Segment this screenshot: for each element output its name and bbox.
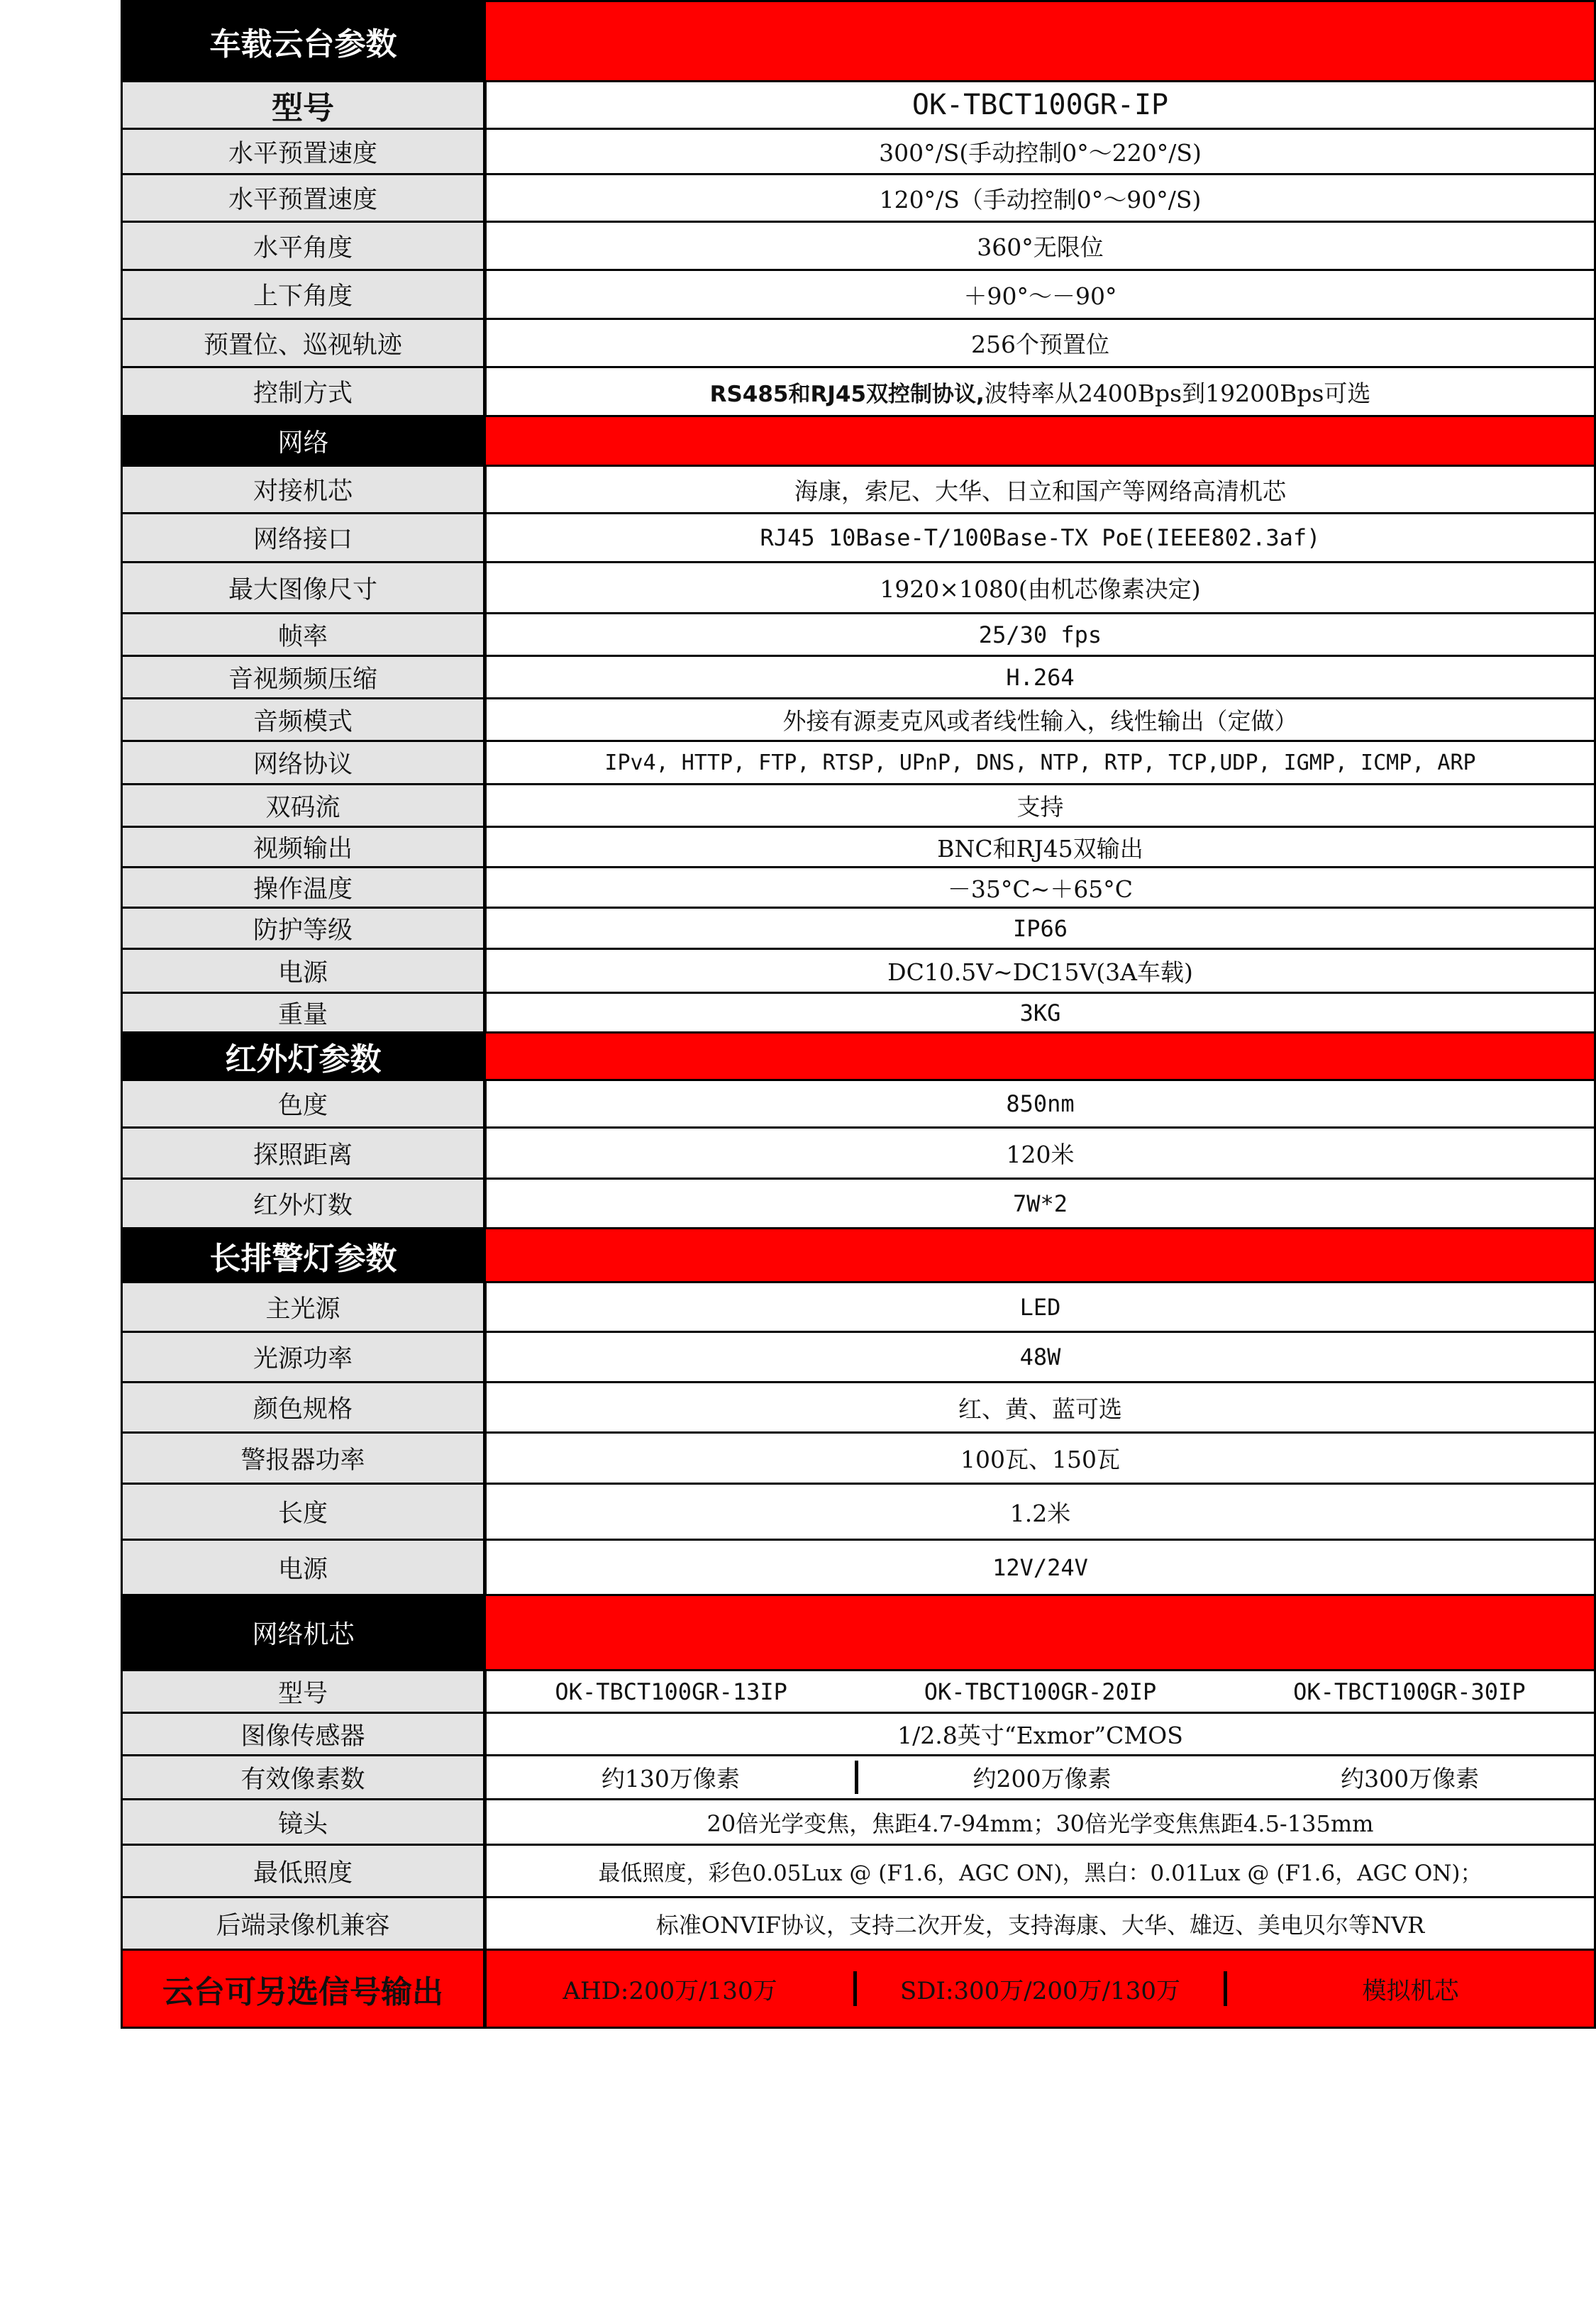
section-header-ptz	[122, 1, 1595, 82]
model-variant: OK-TBCT100GR-30IP	[1293, 1678, 1526, 1705]
row-label: 水平角度	[122, 222, 485, 270]
row-value: 20倍光学变焦，焦距4.7-94mm；30倍光学变焦焦距4.5-135mm	[485, 1800, 1595, 1845]
table-row	[122, 1671, 1595, 1713]
row-value: 120°/S（手动控制0°～90°/S)	[485, 174, 1595, 222]
row-label: 长度	[122, 1484, 485, 1540]
section-header-network	[122, 416, 1595, 466]
table-row	[122, 1540, 1595, 1595]
control-baud-text: 波特率从2400Bps到19200Bps可选	[984, 379, 1371, 407]
table-row	[122, 785, 1595, 827]
table-row	[122, 82, 1595, 129]
table-row	[122, 1433, 1595, 1484]
table-row	[122, 1283, 1595, 1332]
row-label: 预置位、巡视轨迹	[122, 319, 485, 367]
row-value: 48W	[485, 1332, 1595, 1383]
section-title: 网络机芯	[122, 1595, 485, 1671]
section-title: 长排警灯参数	[122, 1229, 485, 1283]
signal-option: AHD:200万/130万	[563, 1977, 777, 2005]
row-value: LED	[485, 1283, 1595, 1332]
row-label: 防护等级	[122, 908, 485, 949]
row-value: 标准ONVIF协议，支持二次开发，支持海康、大华、雄迈、美电贝尔等NVR	[485, 1898, 1595, 1950]
model-variant: OK-TBCT100GR-13IP	[555, 1678, 787, 1705]
row-label: 双码流	[122, 785, 485, 827]
row-value: 3KG	[485, 993, 1595, 1033]
table-row	[122, 514, 1595, 563]
table-row	[122, 319, 1595, 367]
row-label: 音频模式	[122, 699, 485, 741]
row-label: 上下角度	[122, 270, 485, 319]
table-row	[122, 1484, 1595, 1540]
table-row	[122, 827, 1595, 868]
row-value: H.264	[485, 656, 1595, 699]
row-value: 100瓦、150瓦	[485, 1433, 1595, 1484]
row-label: 电源	[122, 949, 485, 993]
row-label: 音视频频压缩	[122, 656, 485, 699]
row-value: 7W*2	[485, 1179, 1595, 1229]
table-row	[122, 656, 1595, 699]
table-row	[122, 1756, 1595, 1800]
table-row	[122, 1383, 1595, 1433]
row-value: 256个预置位	[485, 319, 1595, 367]
section-header-ir	[122, 1033, 1595, 1080]
row-value: 外接有源麦克风或者线性输入，线性输出（定做）	[485, 699, 1595, 741]
table-row	[122, 949, 1595, 993]
table-row	[122, 129, 1595, 174]
row-value	[485, 367, 1595, 416]
table-row	[122, 270, 1595, 319]
spec-table	[121, 0, 1596, 2029]
section-title: 网络	[122, 416, 485, 466]
table-row	[122, 466, 1595, 514]
section-bar	[485, 1229, 1595, 1283]
table-row	[122, 1898, 1595, 1950]
row-value: 1920×1080(由机芯像素决定)	[485, 563, 1595, 614]
row-value: BNC和RJ45双输出	[485, 827, 1595, 868]
row-label: 主光源	[122, 1283, 485, 1332]
row-value: 1/2.8英寸“Exmor”CMOS	[485, 1713, 1595, 1756]
row-value: ＋90°～－90°	[485, 270, 1595, 319]
row-label: 控制方式	[122, 367, 485, 416]
row-label: 镜头	[122, 1800, 485, 1845]
table-row	[122, 1080, 1595, 1128]
table-row	[122, 174, 1595, 222]
row-value: 120米	[485, 1128, 1595, 1179]
pixel-variants	[485, 1756, 1595, 1800]
row-value: 300°/S(手动控制0°～220°/S)	[485, 129, 1595, 174]
row-value: DC10.5V~DC15V(3A车载)	[485, 949, 1595, 993]
section-title: 车载云台参数	[122, 1, 485, 82]
table-row	[122, 1800, 1595, 1845]
row-label: 电源	[122, 1540, 485, 1595]
row-label: 颜色规格	[122, 1383, 485, 1433]
row-value: 360°无限位	[485, 222, 1595, 270]
row-value: 海康，索尼、大华、日立和国产等网络高清机芯	[485, 466, 1595, 514]
row-label: 红外灯数	[122, 1179, 485, 1229]
table-row	[122, 1128, 1595, 1179]
row-label: 型号	[122, 82, 485, 129]
table-row	[122, 1845, 1595, 1898]
row-value: RJ45 10Base-T/100Base-TX PoE(IEEE802.3af)	[485, 514, 1595, 563]
table-row	[122, 1713, 1595, 1756]
row-value: －35°C~＋65°C	[485, 868, 1595, 908]
signal-output-label: 云台可另选信号输出	[122, 1950, 485, 2028]
table-row	[122, 222, 1595, 270]
row-label: 网络接口	[122, 514, 485, 563]
table-row	[122, 741, 1595, 785]
table-row	[122, 563, 1595, 614]
signal-option: SDI:300万/200万/130万	[853, 1971, 1224, 2006]
table-row	[122, 1332, 1595, 1383]
row-label: 帧率	[122, 614, 485, 656]
signal-output-row	[122, 1950, 1595, 2028]
row-label: 水平预置速度	[122, 174, 485, 222]
table-row	[122, 614, 1595, 656]
control-protocol-bold: RS485和RJ45双控制协议,	[709, 381, 985, 407]
table-row	[122, 367, 1595, 416]
row-label: 型号	[122, 1671, 485, 1713]
row-value: 12V/24V	[485, 1540, 1595, 1595]
section-header-light	[122, 1229, 1595, 1283]
row-label: 光源功率	[122, 1332, 485, 1383]
row-value: IP66	[485, 908, 1595, 949]
row-label: 图像传感器	[122, 1713, 485, 1756]
section-header-module	[122, 1595, 1595, 1671]
row-label: 最大图像尺寸	[122, 563, 485, 614]
row-label: 操作温度	[122, 868, 485, 908]
row-label: 探照距离	[122, 1128, 485, 1179]
signal-option: 模拟机芯	[1224, 1971, 1594, 2006]
table-row	[122, 908, 1595, 949]
table-row	[122, 868, 1595, 908]
row-value: 1.2米	[485, 1484, 1595, 1540]
section-bar	[485, 1595, 1595, 1671]
row-label: 重量	[122, 993, 485, 1033]
table-row	[122, 1179, 1595, 1229]
row-label: 后端录像机兼容	[122, 1898, 485, 1950]
row-value: 红、黄、蓝可选	[485, 1383, 1595, 1433]
row-label: 色度	[122, 1080, 485, 1128]
row-value: 25/30 fps	[485, 614, 1595, 656]
row-value: 850nm	[485, 1080, 1595, 1128]
row-value: 最低照度，彩色0.05Lux @ (F1.6，AGC ON)，黑白：0.01Lux @ (F1.6，AGC ON)；	[485, 1845, 1595, 1898]
pixel-variant: 约300万像素	[1341, 1765, 1480, 1793]
row-label: 水平预置速度	[122, 129, 485, 174]
section-bar	[485, 1, 1595, 82]
pixel-variant: 约200万像素	[855, 1761, 1226, 1794]
row-value: OK-TBCT100GR-IP	[485, 82, 1595, 129]
row-label: 警报器功率	[122, 1433, 485, 1484]
section-bar	[485, 1033, 1595, 1080]
row-label: 视频输出	[122, 827, 485, 868]
row-value: 支持	[485, 785, 1595, 827]
spec-sheet	[121, 0, 1596, 2029]
pixel-variant: 约130万像素	[601, 1765, 740, 1793]
model-variants	[485, 1671, 1595, 1713]
row-label: 有效像素数	[122, 1756, 485, 1800]
section-bar	[485, 416, 1595, 466]
signal-output-options	[485, 1950, 1595, 2028]
model-variant: OK-TBCT100GR-20IP	[924, 1678, 1157, 1705]
row-label: 对接机芯	[122, 466, 485, 514]
row-label: 网络协议	[122, 741, 485, 785]
table-row	[122, 699, 1595, 741]
table-row	[122, 993, 1595, 1033]
row-value: IPv4, HTTP, FTP, RTSP, UPnP, DNS, NTP, RTP, TCP,UDP, IGMP, ICMP, ARP	[485, 741, 1595, 785]
row-label: 最低照度	[122, 1845, 485, 1898]
section-title: 红外灯参数	[122, 1033, 485, 1080]
